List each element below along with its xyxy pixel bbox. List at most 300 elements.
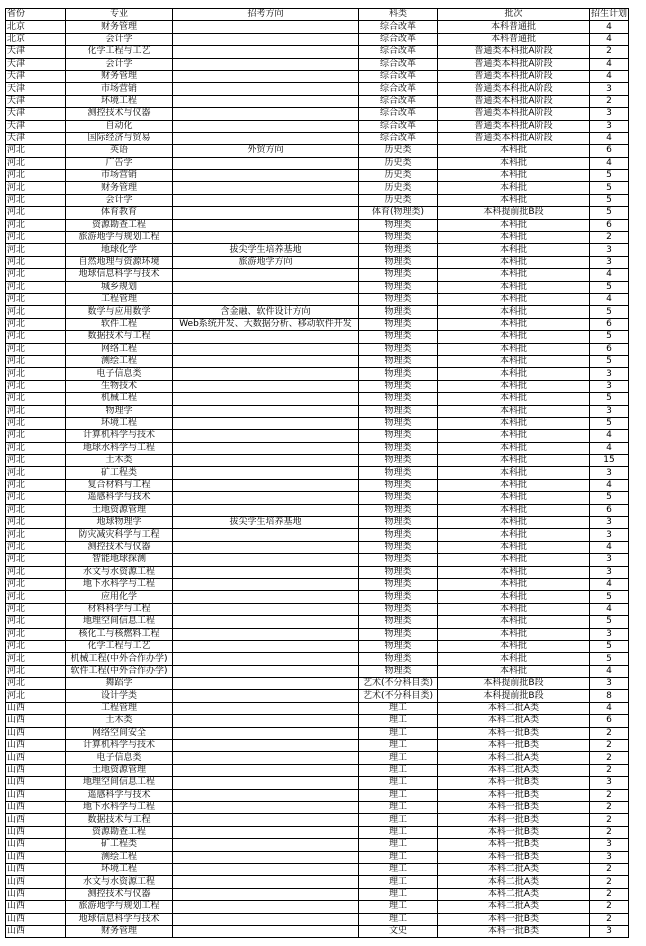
cell-plan: 5: [590, 616, 629, 628]
table-row: [6, 256, 629, 268]
cell-major: 地理空间信息工程: [66, 777, 173, 789]
cell-plan: 6: [590, 145, 629, 157]
cell-major: 材料科学与工程: [66, 603, 173, 615]
cell-direction: [173, 826, 359, 838]
cell-batch: 本科批: [438, 331, 590, 343]
table-row: [6, 430, 629, 442]
cell-batch: 本科一批B类: [438, 802, 590, 814]
cell-plan: 3: [590, 120, 629, 132]
cell-major: 计算机科学与技术: [66, 740, 173, 752]
cell-category: 物理类: [359, 417, 438, 429]
cell-major: 旅游地学与规划工程: [66, 232, 173, 244]
cell-batch: 本科一批B类: [438, 727, 590, 739]
header-major: 专业: [66, 9, 173, 21]
cell-batch: 本科批: [438, 219, 590, 231]
cell-plan: 5: [590, 170, 629, 182]
cell-major: 测控技术与仪器: [66, 888, 173, 900]
cell-direction: [173, 504, 359, 516]
cell-direction: [173, 802, 359, 814]
cell-plan: 5: [590, 355, 629, 367]
cell-major: 市场营销: [66, 170, 173, 182]
cell-plan: 15: [590, 455, 629, 467]
cell-batch: 本科批: [438, 467, 590, 479]
cell-plan: 6: [590, 504, 629, 516]
cell-category: 物理类: [359, 517, 438, 529]
cell-plan: 2: [590, 752, 629, 764]
cell-batch: 本科批: [438, 194, 590, 206]
table-row: [6, 95, 629, 107]
cell-batch: 本科批: [438, 318, 590, 330]
cell-major: 水文与水资源工程: [66, 566, 173, 578]
cell-province: 山西: [6, 826, 66, 838]
cell-category: 艺术(不分科目类): [359, 678, 438, 690]
table-row: [6, 529, 629, 541]
cell-direction: [173, 876, 359, 888]
cell-plan: 3: [590, 851, 629, 863]
table-row: [6, 678, 629, 690]
cell-plan: 2: [590, 888, 629, 900]
cell-plan: 2: [590, 95, 629, 107]
cell-major: 软件工程(中外合作办学): [66, 665, 173, 677]
cell-plan: 5: [590, 417, 629, 429]
cell-batch: 本科批: [438, 417, 590, 429]
cell-province: 河北: [6, 380, 66, 392]
cell-category: 物理类: [359, 591, 438, 603]
cell-direction: [173, 417, 359, 429]
cell-province: 山西: [6, 789, 66, 801]
cell-direction: [173, 46, 359, 58]
cell-plan: 2: [590, 863, 629, 875]
cell-major: 遥感科学与技术: [66, 789, 173, 801]
cell-plan: 4: [590, 442, 629, 454]
cell-plan: 3: [590, 554, 629, 566]
cell-major: 工程管理: [66, 702, 173, 714]
cell-category: 物理类: [359, 368, 438, 380]
cell-major: 环境工程: [66, 863, 173, 875]
cell-direction: [173, 690, 359, 702]
cell-plan: 4: [590, 70, 629, 82]
cell-province: 山西: [6, 863, 66, 875]
cell-major: 地球信息科学与技术: [66, 913, 173, 925]
cell-batch: 本科一批B类: [438, 925, 590, 937]
cell-province: 河北: [6, 306, 66, 318]
cell-plan: 8: [590, 690, 629, 702]
cell-category: 综合改革: [359, 132, 438, 144]
table-row: [6, 863, 629, 875]
cell-major: 水文与水资源工程: [66, 876, 173, 888]
cell-province: 天津: [6, 120, 66, 132]
cell-direction: [173, 58, 359, 70]
cell-direction: [173, 405, 359, 417]
cell-batch: 本科批: [438, 566, 590, 578]
cell-major: 土木类: [66, 455, 173, 467]
cell-province: 河北: [6, 603, 66, 615]
cell-direction: [173, 108, 359, 120]
cell-batch: 本科批: [438, 281, 590, 293]
cell-plan: 3: [590, 529, 629, 541]
cell-plan: 4: [590, 430, 629, 442]
cell-province: 天津: [6, 58, 66, 70]
cell-major: 矿工程类: [66, 839, 173, 851]
cell-plan: 3: [590, 368, 629, 380]
cell-plan: 3: [590, 83, 629, 95]
cell-batch: 本科批: [438, 157, 590, 169]
cell-direction: [173, 628, 359, 640]
table-row: [6, 145, 629, 157]
cell-category: 物理类: [359, 244, 438, 256]
cell-batch: 本科二批A类: [438, 876, 590, 888]
cell-province: 天津: [6, 83, 66, 95]
cell-batch: 本科批: [438, 306, 590, 318]
cell-direction: [173, 492, 359, 504]
cell-major: 财务管理: [66, 21, 173, 33]
cell-plan: 3: [590, 566, 629, 578]
cell-province: 河北: [6, 616, 66, 628]
cell-category: 物理类: [359, 616, 438, 628]
cell-province: 北京: [6, 33, 66, 45]
cell-batch: 本科一批B类: [438, 913, 590, 925]
cell-category: 综合改革: [359, 108, 438, 120]
cell-category: 文史: [359, 925, 438, 937]
cell-major: 防灾减灾科学与工程: [66, 529, 173, 541]
cell-batch: 本科提前批B段: [438, 678, 590, 690]
cell-direction: [173, 839, 359, 851]
cell-category: 综合改革: [359, 83, 438, 95]
cell-major: 会计学: [66, 58, 173, 70]
cell-major: 电子信息类: [66, 752, 173, 764]
table-row: [6, 479, 629, 491]
cell-direction: [173, 702, 359, 714]
cell-direction: [173, 752, 359, 764]
cell-batch: 本科批: [438, 293, 590, 305]
cell-direction: [173, 33, 359, 45]
cell-major: 自动化: [66, 120, 173, 132]
cell-batch: 本科批: [438, 343, 590, 355]
cell-batch: 本科一批B类: [438, 851, 590, 863]
cell-plan: 3: [590, 839, 629, 851]
cell-category: 理工: [359, 901, 438, 913]
cell-batch: 本科批: [438, 640, 590, 652]
table-row: [6, 343, 629, 355]
cell-direction: 旅游地学方向: [173, 256, 359, 268]
cell-category: 物理类: [359, 603, 438, 615]
cell-major: 自然地理与资源环境: [66, 256, 173, 268]
cell-batch: 本科批: [438, 541, 590, 553]
cell-major: 土地资源管理: [66, 764, 173, 776]
cell-direction: [173, 578, 359, 590]
table-row: [6, 368, 629, 380]
table-row: [6, 876, 629, 888]
cell-batch: 本科提前批B段: [438, 207, 590, 219]
table-row: [6, 925, 629, 937]
cell-plan: 4: [590, 132, 629, 144]
cell-direction: [173, 430, 359, 442]
cell-major: 测控技术与仪器: [66, 541, 173, 553]
cell-plan: 3: [590, 256, 629, 268]
cell-category: 物理类: [359, 628, 438, 640]
cell-batch: 本科提前批B段: [438, 690, 590, 702]
table-row: [6, 752, 629, 764]
cell-plan: 4: [590, 269, 629, 281]
cell-major: 数据技术与工程: [66, 814, 173, 826]
cell-province: 河北: [6, 219, 66, 231]
cell-batch: 本科批: [438, 355, 590, 367]
cell-category: 综合改革: [359, 33, 438, 45]
cell-province: 河北: [6, 566, 66, 578]
cell-direction: [173, 640, 359, 652]
cell-batch: 本科批: [438, 554, 590, 566]
table-row: [6, 603, 629, 615]
cell-direction: [173, 95, 359, 107]
cell-province: 天津: [6, 108, 66, 120]
cell-province: 河北: [6, 355, 66, 367]
cell-direction: [173, 232, 359, 244]
cell-category: 理工: [359, 826, 438, 838]
cell-batch: 本科批: [438, 182, 590, 194]
cell-category: 物理类: [359, 479, 438, 491]
cell-major: 国际经济与贸易: [66, 132, 173, 144]
cell-major: 广告学: [66, 157, 173, 169]
cell-category: 物理类: [359, 529, 438, 541]
cell-direction: [173, 281, 359, 293]
cell-province: 山西: [6, 876, 66, 888]
cell-direction: [173, 132, 359, 144]
cell-plan: 5: [590, 207, 629, 219]
cell-batch: 本科批: [438, 653, 590, 665]
cell-direction: [173, 863, 359, 875]
table-row: [6, 219, 629, 231]
table-row: [6, 170, 629, 182]
cell-batch: 本科批: [438, 393, 590, 405]
cell-direction: [173, 368, 359, 380]
table-row: [6, 888, 629, 900]
cell-province: 河北: [6, 467, 66, 479]
cell-category: 理工: [359, 752, 438, 764]
cell-province: 山西: [6, 764, 66, 776]
table-row: [6, 331, 629, 343]
cell-direction: [173, 541, 359, 553]
cell-direction: [173, 479, 359, 491]
cell-province: 河北: [6, 145, 66, 157]
cell-batch: 普通类本科批A阶段: [438, 120, 590, 132]
cell-batch: 本科批: [438, 591, 590, 603]
cell-batch: 本科一批B类: [438, 826, 590, 838]
header-row: [6, 9, 629, 21]
cell-province: 河北: [6, 665, 66, 677]
cell-province: 河北: [6, 442, 66, 454]
cell-major: 英语: [66, 145, 173, 157]
cell-category: 物理类: [359, 393, 438, 405]
table-row: [6, 777, 629, 789]
cell-direction: [173, 355, 359, 367]
cell-direction: [173, 157, 359, 169]
cell-province: 河北: [6, 653, 66, 665]
cell-category: 理工: [359, 863, 438, 875]
table-row: [6, 232, 629, 244]
table-row: [6, 182, 629, 194]
cell-category: 综合改革: [359, 58, 438, 70]
cell-batch: 本科二批A类: [438, 863, 590, 875]
cell-direction: [173, 715, 359, 727]
cell-direction: [173, 467, 359, 479]
cell-category: 物理类: [359, 256, 438, 268]
header-province: 省份: [6, 9, 66, 21]
cell-province: 天津: [6, 46, 66, 58]
cell-direction: [173, 170, 359, 182]
cell-category: 物理类: [359, 269, 438, 281]
cell-major: 机械工程: [66, 393, 173, 405]
cell-category: 理工: [359, 802, 438, 814]
table-row: [6, 244, 629, 256]
cell-category: 综合改革: [359, 120, 438, 132]
cell-category: 物理类: [359, 640, 438, 652]
table-row: [6, 194, 629, 206]
cell-direction: 拔尖学生培养基地: [173, 517, 359, 529]
cell-province: 河北: [6, 678, 66, 690]
cell-category: 物理类: [359, 306, 438, 318]
table-row: [6, 380, 629, 392]
cell-batch: 本科普通批: [438, 33, 590, 45]
cell-major: 核化工与核燃料工程: [66, 628, 173, 640]
cell-province: 河北: [6, 244, 66, 256]
cell-plan: 2: [590, 789, 629, 801]
table-row: [6, 269, 629, 281]
cell-direction: [173, 814, 359, 826]
cell-category: 理工: [359, 851, 438, 863]
cell-province: 河北: [6, 479, 66, 491]
cell-direction: [173, 616, 359, 628]
cell-batch: 本科一批B类: [438, 740, 590, 752]
cell-province: 河北: [6, 232, 66, 244]
cell-plan: 4: [590, 541, 629, 553]
cell-direction: 外贸方向: [173, 145, 359, 157]
cell-plan: 3: [590, 405, 629, 417]
cell-major: 物理学: [66, 405, 173, 417]
cell-category: 物理类: [359, 504, 438, 516]
cell-direction: [173, 455, 359, 467]
table-row: [6, 417, 629, 429]
cell-major: 地下水科学与工程: [66, 578, 173, 590]
cell-category: 历史类: [359, 145, 438, 157]
cell-direction: [173, 888, 359, 900]
cell-category: 历史类: [359, 194, 438, 206]
table-row: [6, 281, 629, 293]
cell-province: 河北: [6, 554, 66, 566]
table-row: [6, 690, 629, 702]
cell-batch: 普通类本科批A阶段: [438, 83, 590, 95]
cell-major: 财务管理: [66, 182, 173, 194]
cell-category: 物理类: [359, 405, 438, 417]
cell-province: 河北: [6, 690, 66, 702]
cell-category: 物理类: [359, 281, 438, 293]
cell-plan: 4: [590, 21, 629, 33]
cell-batch: 本科批: [438, 405, 590, 417]
table-row: [6, 467, 629, 479]
table-row: [6, 653, 629, 665]
cell-major: 复合材料与工程: [66, 479, 173, 491]
cell-category: 综合改革: [359, 95, 438, 107]
cell-batch: 本科二批A类: [438, 702, 590, 714]
cell-major: 环境工程: [66, 95, 173, 107]
cell-batch: 普通类本科批A阶段: [438, 95, 590, 107]
table-row: [6, 578, 629, 590]
cell-plan: 3: [590, 678, 629, 690]
cell-plan: 3: [590, 517, 629, 529]
cell-plan: 4: [590, 578, 629, 590]
cell-category: 理工: [359, 814, 438, 826]
cell-category: 理工: [359, 727, 438, 739]
cell-direction: [173, 207, 359, 219]
cell-plan: 2: [590, 46, 629, 58]
table-row: [6, 851, 629, 863]
cell-province: 河北: [6, 293, 66, 305]
cell-category: 理工: [359, 876, 438, 888]
table-row: [6, 157, 629, 169]
cell-province: 河北: [6, 207, 66, 219]
cell-plan: 3: [590, 380, 629, 392]
cell-plan: 2: [590, 740, 629, 752]
cell-plan: 3: [590, 777, 629, 789]
cell-major: 地下水科学与工程: [66, 802, 173, 814]
cell-batch: 本科批: [438, 244, 590, 256]
cell-major: 工程管理: [66, 293, 173, 305]
cell-category: 综合改革: [359, 46, 438, 58]
cell-plan: 4: [590, 58, 629, 70]
table-row: [6, 628, 629, 640]
header-category: 科类: [359, 9, 438, 21]
cell-plan: 2: [590, 876, 629, 888]
cell-major: 软件工程: [66, 318, 173, 330]
table-row: [6, 640, 629, 652]
cell-direction: [173, 269, 359, 281]
cell-batch: 本科批: [438, 517, 590, 529]
cell-major: 化学工程与工艺: [66, 46, 173, 58]
cell-major: 地球物理学: [66, 517, 173, 529]
cell-province: 河北: [6, 393, 66, 405]
header-batch: 批次: [438, 9, 590, 21]
table-row: [6, 455, 629, 467]
cell-major: 数据技术与工程: [66, 331, 173, 343]
cell-plan: 5: [590, 182, 629, 194]
table-row: [6, 764, 629, 776]
cell-category: 历史类: [359, 170, 438, 182]
cell-batch: 本科二批A类: [438, 764, 590, 776]
cell-province: 河北: [6, 578, 66, 590]
cell-major: 市场营销: [66, 83, 173, 95]
cell-province: 天津: [6, 95, 66, 107]
cell-major: 测绘工程: [66, 851, 173, 863]
cell-batch: 本科批: [438, 603, 590, 615]
cell-direction: [173, 70, 359, 82]
cell-batch: 本科批: [438, 368, 590, 380]
cell-category: 物理类: [359, 442, 438, 454]
table-row: [6, 591, 629, 603]
cell-category: 理工: [359, 913, 438, 925]
cell-category: 物理类: [359, 219, 438, 231]
cell-plan: 3: [590, 108, 629, 120]
cell-batch: 本科批: [438, 430, 590, 442]
cell-direction: [173, 764, 359, 776]
cell-province: 天津: [6, 132, 66, 144]
cell-category: 体育(物理类): [359, 207, 438, 219]
cell-category: 物理类: [359, 566, 438, 578]
cell-batch: 本科一批B类: [438, 777, 590, 789]
cell-direction: [173, 789, 359, 801]
cell-plan: 4: [590, 479, 629, 491]
cell-major: 遥感科学与技术: [66, 492, 173, 504]
cell-major: 智能地球探测: [66, 554, 173, 566]
cell-category: 理工: [359, 789, 438, 801]
